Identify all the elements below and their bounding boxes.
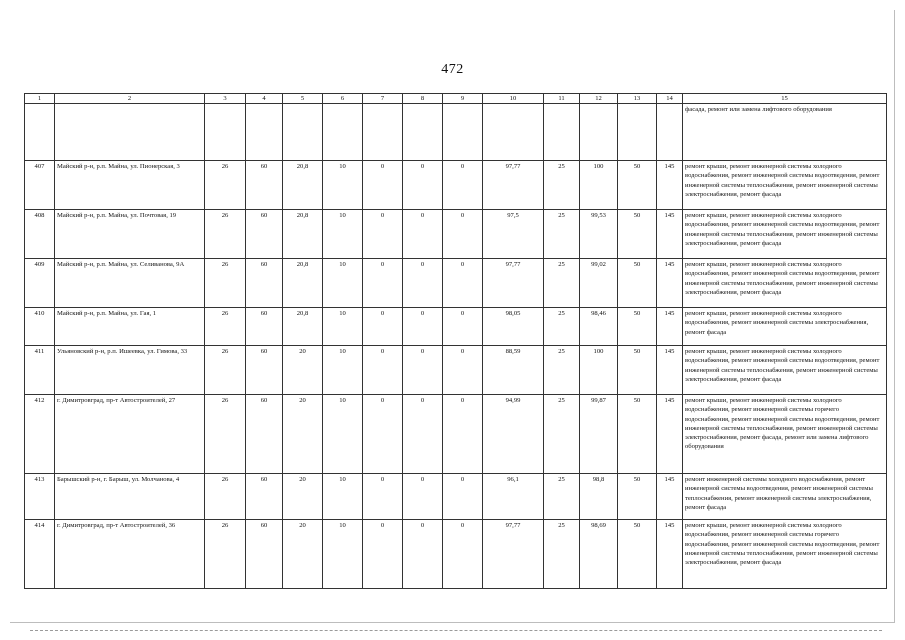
value-cell: 145 (657, 308, 683, 346)
address-cell: Майский р-н, р.п. Майна, ул. Пионерская, 3 (55, 161, 205, 210)
value-cell: 96,1 (483, 474, 544, 520)
value-cell: 10 (323, 520, 363, 589)
address-cell: г. Димитровград, пр-т Автостроителей, 27 (55, 395, 205, 474)
column-header: 15 (683, 94, 887, 104)
row-number: 412 (25, 395, 55, 474)
value-cell: 26 (205, 308, 246, 346)
value-cell: 99,53 (580, 210, 618, 259)
value-cell: 10 (323, 308, 363, 346)
value-cell: 0 (403, 308, 443, 346)
value-cell: 0 (443, 210, 483, 259)
value-cell: 0 (363, 210, 403, 259)
value-cell: 0 (403, 474, 443, 520)
value-cell: 145 (657, 520, 683, 589)
value-cell: 0 (443, 474, 483, 520)
value-cell: 97,77 (483, 259, 544, 308)
column-header: 11 (544, 94, 580, 104)
value-cell: 0 (363, 346, 403, 395)
value-cell: 26 (205, 210, 246, 259)
row-number: 413 (25, 474, 55, 520)
address-cell: г. Димитровград, пр-т Автостроителей, 36 (55, 520, 205, 589)
value-cell: 0 (403, 210, 443, 259)
value-cell: 26 (205, 520, 246, 589)
value-cell: 20,8 (283, 161, 323, 210)
table-row (25, 474, 887, 520)
column-header: 5 (283, 94, 323, 104)
value-cell: 26 (205, 259, 246, 308)
row-number: 414 (25, 520, 55, 589)
row-number: 407 (25, 161, 55, 210)
value-cell: 0 (363, 474, 403, 520)
header-row (25, 94, 887, 104)
works-cell: ремонт крыши, ремонт инженерной системы холодного водоснабжения, ремонт инженерной системы водоотведения, ремонт инженерной системы теплоснабжения, ремонт инженерной системы электроснабжения, ремонт фасада (683, 259, 887, 308)
address-cell: Ульяновский р-н, р.п. Ишеевка, ул. Гимова, 33 (55, 346, 205, 395)
value-cell: 10 (323, 395, 363, 474)
value-cell: 145 (657, 474, 683, 520)
value-cell: 50 (618, 520, 657, 589)
value-cell: 0 (363, 520, 403, 589)
value-cell: 145 (657, 161, 683, 210)
value-cell: 20,8 (283, 308, 323, 346)
works-cell: ремонт крыши, ремонт инженерной системы холодного водоснабжения, ремонт инженерной системы водоотведения, ремонт инженерной системы теплоснабжения, ремонт инженерной системы электроснабжения, ремонт фасада (683, 210, 887, 259)
value-cell: 10 (323, 259, 363, 308)
column-header: 14 (657, 94, 683, 104)
works-cell: ремонт инженерной системы холодного водоснабжения, ремонт инженерной системы водоотведения, ремонт инженерной системы теплоснабжения, ремонт инженерной системы электроснабжения, ремонт фасада (683, 474, 887, 520)
column-header: 9 (443, 94, 483, 104)
value-cell: 0 (403, 520, 443, 589)
table-row (25, 308, 887, 346)
value-cell: 145 (657, 346, 683, 395)
register-table (24, 93, 887, 589)
value-cell: 98,46 (580, 308, 618, 346)
bottom-divider (30, 630, 882, 631)
value-cell: 0 (443, 308, 483, 346)
value-cell: 98,05 (483, 308, 544, 346)
row-number: 411 (25, 346, 55, 395)
works-cell: ремонт крыши, ремонт инженерной системы холодного водоснабжения, ремонт инженерной системы горячего водоснабжения, ремонт инженерной системы водоотведения, ремонт инженерной системы теплоснабжения, ремонт инженерной системы электроснабжения, ремонт фасада, ремонт или замена лифтового оборудования (683, 395, 887, 474)
value-cell: 0 (363, 161, 403, 210)
value-cell: 145 (657, 210, 683, 259)
continuation-row (25, 104, 887, 161)
page-number: 472 (441, 62, 464, 77)
value-cell: 0 (363, 259, 403, 308)
value-cell: 60 (246, 259, 283, 308)
value-cell: 50 (618, 259, 657, 308)
value-cell: 0 (443, 161, 483, 210)
works-cell: ремонт крыши, ремонт инженерной системы холодного водоснабжения, ремонт инженерной системы горячего водоснабжения, ремонт инженерной системы водоотведения, ремонт инженерной системы теплоснабжения, ремонт инженерной системы электроснабжения, ремонт фасада (683, 520, 887, 589)
row-number: 408 (25, 210, 55, 259)
value-cell: 60 (246, 210, 283, 259)
column-header: 8 (403, 94, 443, 104)
value-cell: 0 (403, 346, 443, 395)
works-cell: ремонт крыши, ремонт инженерной системы холодного водоснабжения, ремонт инженерной системы электроснабжения, ремонт фасада (683, 308, 887, 346)
value-cell: 25 (544, 210, 580, 259)
value-cell: 25 (544, 520, 580, 589)
value-cell: 26 (205, 161, 246, 210)
value-cell: 10 (323, 210, 363, 259)
column-header: 12 (580, 94, 618, 104)
value-cell: 97,77 (483, 520, 544, 589)
value-cell: 145 (657, 395, 683, 474)
address-cell: Барышский р-н, г. Барыш, ул. Молчанова, 4 (55, 474, 205, 520)
table-row (25, 395, 887, 474)
value-cell: 98,69 (580, 520, 618, 589)
value-cell: 25 (544, 346, 580, 395)
table-row (25, 346, 887, 395)
value-cell: 25 (544, 259, 580, 308)
value-cell: 10 (323, 474, 363, 520)
value-cell: 97,5 (483, 210, 544, 259)
value-cell: 60 (246, 346, 283, 395)
value-cell: 97,77 (483, 161, 544, 210)
works-cell: ремонт крыши, ремонт инженерной системы холодного водоснабжения, ремонт инженерной системы водоотведения, ремонт инженерной системы теплоснабжения, ремонт инженерной системы электроснабжения, ремонт фасада (683, 161, 887, 210)
value-cell: 60 (246, 395, 283, 474)
address-cell: Майский р-н, р.п. Майна, ул. Почтовая, 19 (55, 210, 205, 259)
value-cell: 0 (443, 259, 483, 308)
value-cell: 60 (246, 520, 283, 589)
column-header: 6 (323, 94, 363, 104)
value-cell: 94,99 (483, 395, 544, 474)
value-cell: 0 (443, 346, 483, 395)
value-cell: 145 (657, 259, 683, 308)
column-header: 3 (205, 94, 246, 104)
column-header: 13 (618, 94, 657, 104)
works-cell: ремонт крыши, ремонт инженерной системы холодного водоснабжения, ремонт инженерной системы водоотведения, ремонт инженерной системы теплоснабжения, ремонт инженерной системы электроснабжения, ремонт фасада (683, 346, 887, 395)
value-cell: 26 (205, 346, 246, 395)
value-cell: 0 (443, 520, 483, 589)
value-cell: 0 (403, 259, 443, 308)
table-row (25, 259, 887, 308)
value-cell: 88,59 (483, 346, 544, 395)
table-row (25, 520, 887, 589)
value-cell: 26 (205, 395, 246, 474)
value-cell: 60 (246, 474, 283, 520)
value-cell: 26 (205, 474, 246, 520)
value-cell: 20,8 (283, 259, 323, 308)
value-cell: 25 (544, 308, 580, 346)
value-cell: 50 (618, 395, 657, 474)
value-cell: 20 (283, 395, 323, 474)
value-cell: 100 (580, 161, 618, 210)
table-row (25, 161, 887, 210)
value-cell: 0 (403, 395, 443, 474)
value-cell: 10 (323, 161, 363, 210)
value-cell: 25 (544, 161, 580, 210)
table-row (25, 210, 887, 259)
row-number: 410 (25, 308, 55, 346)
value-cell: 25 (544, 395, 580, 474)
value-cell: 50 (618, 346, 657, 395)
value-cell: 60 (246, 308, 283, 346)
works-cell: фасада, ремонт или замена лифтового оборудования (683, 104, 887, 161)
value-cell: 10 (323, 346, 363, 395)
value-cell: 60 (246, 161, 283, 210)
value-cell: 98,8 (580, 474, 618, 520)
value-cell: 99,02 (580, 259, 618, 308)
column-header: 7 (363, 94, 403, 104)
address-cell: Майский р-н, р.п. Майна, ул. Гая, 1 (55, 308, 205, 346)
column-header: 4 (246, 94, 283, 104)
value-cell: 0 (363, 395, 403, 474)
value-cell: 0 (443, 395, 483, 474)
value-cell: 20 (283, 520, 323, 589)
value-cell: 25 (544, 474, 580, 520)
column-header: 1 (25, 94, 55, 104)
value-cell: 0 (403, 161, 443, 210)
value-cell: 20,8 (283, 210, 323, 259)
column-header: 2 (55, 94, 205, 104)
address-cell: Майский р-н, р.п. Майна, ул. Селиванова, 9А (55, 259, 205, 308)
value-cell: 50 (618, 161, 657, 210)
value-cell: 50 (618, 210, 657, 259)
value-cell: 100 (580, 346, 618, 395)
value-cell: 50 (618, 474, 657, 520)
column-header: 10 (483, 94, 544, 104)
value-cell: 20 (283, 474, 323, 520)
value-cell: 99,87 (580, 395, 618, 474)
value-cell: 20 (283, 346, 323, 395)
value-cell: 50 (618, 308, 657, 346)
row-number: 409 (25, 259, 55, 308)
value-cell: 0 (363, 308, 403, 346)
